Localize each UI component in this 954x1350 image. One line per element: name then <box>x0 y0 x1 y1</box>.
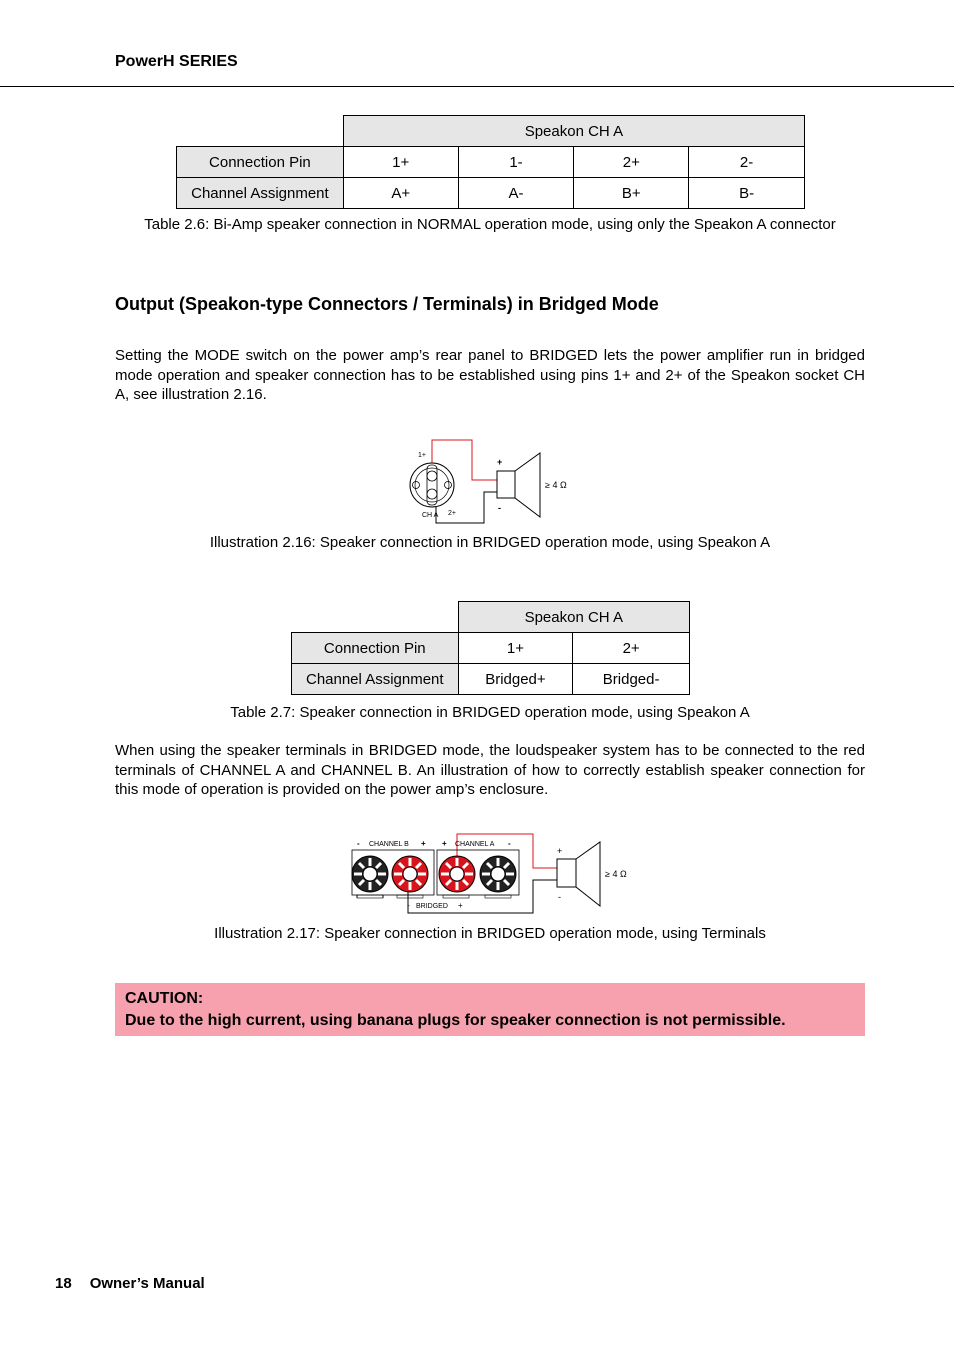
table-cell: A+ <box>343 178 458 209</box>
plus-label: + <box>557 846 563 856</box>
black-terminal-icon <box>352 856 388 892</box>
row-label: Channel Assignment <box>177 178 344 209</box>
page-footer <box>55 1275 205 1292</box>
minus-label: - <box>558 892 561 902</box>
loudspeaker-icon <box>557 842 600 906</box>
table-row <box>292 633 690 664</box>
caution-text: Due to the high current, using banana plugs for speaker connection is not permissible. <box>125 1012 786 1029</box>
table-caption: Table 2.6: Bi-Amp speaker connection in NORMAL operation mode, using only the Speakon A connector <box>144 216 836 233</box>
header-rule <box>0 86 954 87</box>
table-cell: B+ <box>574 178 689 209</box>
bridged-label: BRIDGED <box>416 903 448 910</box>
row-label: Channel Assignment <box>292 664 459 695</box>
table-caption: Table 2.7: Speaker connection in BRIDGED operation mode, using Speakon A <box>230 704 750 721</box>
table-bridged-speakon <box>291 601 690 695</box>
minus-label: - <box>357 839 360 848</box>
channel-a-label: CHANNEL A <box>455 841 495 848</box>
table-cell: A- <box>458 178 574 209</box>
plus-label: + <box>421 839 426 848</box>
illustration-caption: Illustration 2.16: Speaker connection in BRIDGED operation mode, using Speakon A <box>209 534 771 551</box>
channel-b-label: CHANNEL B <box>369 841 409 848</box>
body-paragraph: Setting the MODE switch on the power amp’s rear panel to BRIDGED lets the power amplifier run in bridged mode operation and speaker connection has to be established using pins 1+ and 2+ of the Speakon socket CH A, see illustration 2.16. <box>115 347 865 403</box>
impedance-label: ≥ 4 Ω <box>605 869 627 879</box>
caution-title: CAUTION: <box>125 990 204 1007</box>
page-header-title: PowerH SERIES <box>115 53 238 70</box>
table-row <box>177 147 805 178</box>
row-label: Connection Pin <box>292 633 459 664</box>
table-cell: B- <box>689 178 805 209</box>
table-cell: 1+ <box>458 633 573 664</box>
minus-label: - <box>407 901 410 910</box>
table-cell: 2- <box>689 147 805 178</box>
minus-label: - <box>498 503 501 513</box>
black-terminal-icon <box>480 856 516 892</box>
table-cell: 2+ <box>574 147 689 178</box>
plus-label: + <box>497 457 503 467</box>
row-label: Connection Pin <box>177 147 344 178</box>
caution-box <box>115 983 865 1036</box>
page-number: 18 <box>55 1275 72 1292</box>
table-row <box>177 178 805 209</box>
red-terminal-icon <box>439 856 475 892</box>
table-group-header: Speakon CH A <box>343 116 804 147</box>
plus-label: + <box>442 839 447 848</box>
table-corner <box>177 116 344 147</box>
table-cell: Bridged- <box>573 664 690 695</box>
table-row <box>292 664 690 695</box>
footer-label: Owner’s Manual <box>89 1275 205 1292</box>
table-corner <box>292 602 459 633</box>
impedance-label: ≥ 4 Ω <box>545 480 567 490</box>
table-bi-amp-normal <box>176 115 805 209</box>
speakon-socket-icon <box>410 463 454 507</box>
minus-label: - <box>508 839 511 848</box>
table-cell: 2+ <box>573 633 690 664</box>
illustration-caption: Illustration 2.17: Speaker connection in BRIDGED operation mode, using Terminals <box>214 925 766 942</box>
table-cell: Bridged+ <box>458 664 573 695</box>
table-group-header: Speakon CH A <box>458 602 689 633</box>
loudspeaker-icon <box>497 453 540 517</box>
table-cell: 1- <box>458 147 574 178</box>
body-paragraph: When using the speaker terminals in BRIDGED mode, the loudspeaker system has to be connected to the red terminals of CHANNEL A and CHANNEL B. An illustration of how to correctly establish speaker connection for this mode of operation is provided on the power amp’s enclosure. <box>115 742 865 798</box>
red-terminal-icon <box>392 856 428 892</box>
socket-label: CH A <box>422 512 439 519</box>
plus-label: + <box>458 901 463 910</box>
speakon-connection-diagram <box>400 430 590 525</box>
pin1-label: 1+ <box>418 452 426 459</box>
table-cell: 1+ <box>343 147 458 178</box>
section-heading: Output (Speakon-type Connectors / Terminals) in Bridged Mode <box>115 294 659 314</box>
pin2-label: 2+ <box>448 510 456 517</box>
terminal-connection-diagram <box>345 828 645 918</box>
